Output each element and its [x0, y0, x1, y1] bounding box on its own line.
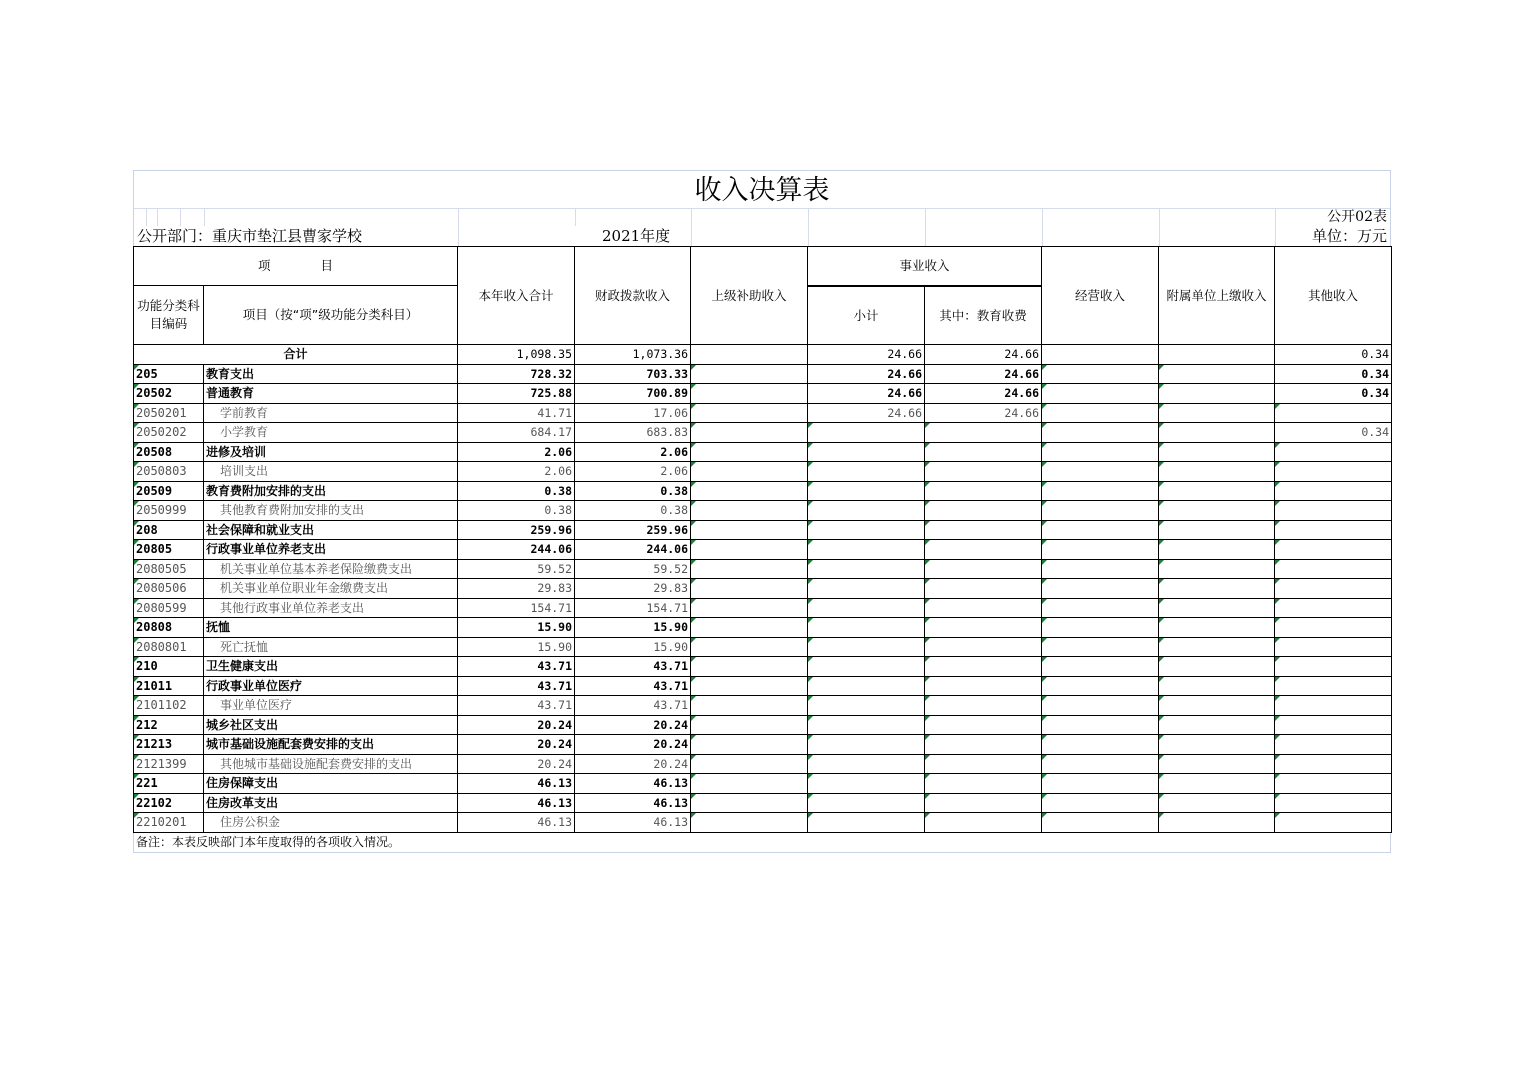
total-cell-superior: [691, 345, 808, 365]
row-cell-affiliated: [1159, 501, 1275, 521]
row-cell-other: [1275, 676, 1392, 696]
row-cell-edu-fee: [925, 540, 1042, 560]
row-cell-edu-fee: [925, 462, 1042, 482]
row-cell-operating: [1042, 715, 1159, 735]
table-row: [134, 598, 1392, 618]
row-cell-operating: [1042, 540, 1159, 560]
row-cell-total: 0.38: [458, 481, 575, 501]
table-row: [134, 618, 1392, 638]
total-cell-edu-fee: 24.66: [925, 345, 1042, 365]
table-row: [134, 637, 1392, 657]
row-cell-affiliated: [1159, 462, 1275, 482]
row-code: 20502: [134, 384, 204, 404]
row-cell-total: 46.13: [458, 793, 575, 813]
row-name: 抚恤: [204, 618, 458, 638]
form-code-row: [133, 208, 1391, 226]
total-cell-fiscal: 1,073.36: [575, 345, 691, 365]
total-row: [134, 345, 1392, 365]
row-code: 210: [134, 657, 204, 677]
table-row: [134, 813, 1392, 833]
row-cell-superior: [691, 462, 808, 482]
row-cell-operating: [1042, 462, 1159, 482]
table-row: [134, 676, 1392, 696]
row-cell-superior: [691, 481, 808, 501]
header-operating: 经营收入: [1042, 247, 1159, 345]
total-cell-total: 1,098.35: [458, 345, 575, 365]
row-cell-affiliated: [1159, 481, 1275, 501]
row-cell-affiliated: [1159, 774, 1275, 794]
row-cell-fiscal: 59.52: [575, 559, 691, 579]
row-cell-edu-fee: [925, 481, 1042, 501]
row-cell-other: [1275, 481, 1392, 501]
row-cell-fiscal: 259.96: [575, 520, 691, 540]
row-cell-fiscal: 15.90: [575, 618, 691, 638]
row-cell-edu-fee: [925, 696, 1042, 716]
row-cell-operating: [1042, 403, 1159, 423]
row-cell-operating: [1042, 637, 1159, 657]
row-cell-subtotal: [808, 793, 925, 813]
row-cell-total: 728.32: [458, 364, 575, 384]
row-cell-total: 15.90: [458, 637, 575, 657]
department-label: 公开部门：重庆市垫江县曹家学校: [137, 227, 363, 245]
row-cell-edu-fee: [925, 754, 1042, 774]
header-superior: 上级补助收入: [691, 247, 808, 345]
row-code: 2080801: [134, 637, 204, 657]
row-cell-total: 43.71: [458, 657, 575, 677]
row-cell-edu-fee: 24.66: [925, 384, 1042, 404]
row-code: 2121399: [134, 754, 204, 774]
row-cell-fiscal: 43.71: [575, 676, 691, 696]
row-cell-superior: [691, 754, 808, 774]
row-name: 教育支出: [204, 364, 458, 384]
row-cell-total: 46.13: [458, 774, 575, 794]
row-code: 2050201: [134, 403, 204, 423]
header-business: 事业收入: [808, 247, 1042, 286]
row-cell-subtotal: [808, 676, 925, 696]
row-name: 社会保障和就业支出: [204, 520, 458, 540]
table-row: [134, 481, 1392, 501]
row-cell-operating: [1042, 676, 1159, 696]
row-cell-other: 0.34: [1275, 423, 1392, 443]
row-cell-fiscal: 20.24: [575, 754, 691, 774]
row-cell-total: 15.90: [458, 618, 575, 638]
row-cell-fiscal: 700.89: [575, 384, 691, 404]
row-cell-superior: [691, 618, 808, 638]
row-cell-superior: [691, 676, 808, 696]
row-cell-edu-fee: [925, 715, 1042, 735]
row-cell-other: [1275, 657, 1392, 677]
row-cell-total: 154.71: [458, 598, 575, 618]
row-cell-operating: [1042, 696, 1159, 716]
row-name: 事业单位医疗: [204, 696, 458, 716]
row-cell-subtotal: [808, 754, 925, 774]
row-cell-total: 244.06: [458, 540, 575, 560]
row-code: 205: [134, 364, 204, 384]
row-cell-subtotal: [808, 481, 925, 501]
row-cell-edu-fee: [925, 774, 1042, 794]
row-cell-fiscal: 20.24: [575, 735, 691, 755]
table-row: [134, 696, 1392, 716]
row-cell-total: 2.06: [458, 462, 575, 482]
row-cell-operating: [1042, 657, 1159, 677]
row-cell-other: 0.34: [1275, 364, 1392, 384]
header-fiscal: 财政拨款收入: [575, 247, 691, 345]
row-code: 212: [134, 715, 204, 735]
row-code: 2101102: [134, 696, 204, 716]
row-cell-operating: [1042, 559, 1159, 579]
header-edu-fee: 其中：教育收费: [925, 287, 1042, 345]
row-code: 2050999: [134, 501, 204, 521]
row-cell-operating: [1042, 735, 1159, 755]
row-cell-superior: [691, 715, 808, 735]
row-name: 死亡抚恤: [204, 637, 458, 657]
row-code: 208: [134, 520, 204, 540]
table-row: [134, 559, 1392, 579]
row-cell-affiliated: [1159, 676, 1275, 696]
row-cell-other: [1275, 598, 1392, 618]
row-cell-operating: [1042, 364, 1159, 384]
row-cell-fiscal: 154.71: [575, 598, 691, 618]
row-cell-subtotal: [808, 657, 925, 677]
row-cell-total: 43.71: [458, 676, 575, 696]
row-cell-total: 2.06: [458, 442, 575, 462]
row-cell-operating: [1042, 774, 1159, 794]
row-cell-affiliated: [1159, 520, 1275, 540]
row-name: 机关事业单位职业年金缴费支出: [204, 579, 458, 599]
row-cell-subtotal: 24.66: [808, 403, 925, 423]
row-cell-subtotal: [808, 637, 925, 657]
row-cell-subtotal: [808, 559, 925, 579]
row-cell-superior: [691, 696, 808, 716]
table-row: [134, 423, 1392, 443]
row-cell-superior: [691, 384, 808, 404]
row-cell-edu-fee: [925, 735, 1042, 755]
row-cell-affiliated: [1159, 579, 1275, 599]
row-cell-fiscal: 15.90: [575, 637, 691, 657]
row-cell-affiliated: [1159, 618, 1275, 638]
row-cell-subtotal: 24.66: [808, 364, 925, 384]
row-name: 住房改革支出: [204, 793, 458, 813]
row-cell-affiliated: [1159, 598, 1275, 618]
row-cell-fiscal: 703.33: [575, 364, 691, 384]
row-code: 21213: [134, 735, 204, 755]
table-row: [134, 442, 1392, 462]
row-cell-superior: [691, 559, 808, 579]
row-cell-fiscal: 683.83: [575, 423, 691, 443]
row-cell-superior: [691, 598, 808, 618]
row-cell-edu-fee: 24.66: [925, 364, 1042, 384]
row-cell-edu-fee: [925, 598, 1042, 618]
row-name: 其他城市基础设施配套费安排的支出: [204, 754, 458, 774]
row-cell-affiliated: [1159, 540, 1275, 560]
row-name: 行政事业单位医疗: [204, 676, 458, 696]
total-label: 合计: [134, 345, 458, 365]
row-cell-edu-fee: [925, 657, 1042, 677]
row-cell-subtotal: [808, 696, 925, 716]
row-cell-fiscal: 20.24: [575, 715, 691, 735]
table-row: [134, 657, 1392, 677]
row-cell-superior: [691, 579, 808, 599]
row-cell-subtotal: 24.66: [808, 384, 925, 404]
row-cell-affiliated: [1159, 364, 1275, 384]
table-row: [134, 462, 1392, 482]
row-cell-other: [1275, 540, 1392, 560]
row-name: 城市基础设施配套费安排的支出: [204, 735, 458, 755]
table-note: 备注：本表反映部门本年度取得的各项收入情况。: [133, 833, 1391, 853]
row-code: 20509: [134, 481, 204, 501]
income-statement-sheet: [133, 170, 1391, 853]
row-cell-other: [1275, 813, 1392, 833]
row-cell-other: [1275, 715, 1392, 735]
row-cell-superior: [691, 735, 808, 755]
header-total: 本年收入合计: [458, 247, 575, 345]
table-row: [134, 403, 1392, 423]
total-cell-other: 0.34: [1275, 345, 1392, 365]
row-cell-other: [1275, 501, 1392, 521]
row-cell-affiliated: [1159, 715, 1275, 735]
row-cell-affiliated: [1159, 735, 1275, 755]
row-cell-fiscal: 46.13: [575, 774, 691, 794]
row-cell-operating: [1042, 384, 1159, 404]
table-row: [134, 754, 1392, 774]
unit-label: 单位：万元: [1311, 227, 1387, 245]
row-cell-total: 259.96: [458, 520, 575, 540]
table-row: [134, 501, 1392, 521]
row-cell-superior: [691, 774, 808, 794]
row-cell-superior: [691, 403, 808, 423]
row-code: 2050803: [134, 462, 204, 482]
row-cell-subtotal: [808, 735, 925, 755]
row-cell-operating: [1042, 754, 1159, 774]
table-row: [134, 715, 1392, 735]
row-cell-superior: [691, 540, 808, 560]
row-cell-affiliated: [1159, 442, 1275, 462]
row-cell-total: 41.71: [458, 403, 575, 423]
row-cell-superior: [691, 520, 808, 540]
row-cell-superior: [691, 637, 808, 657]
row-cell-superior: [691, 423, 808, 443]
form-code: 公开02表: [1327, 209, 1387, 225]
row-cell-edu-fee: [925, 676, 1042, 696]
row-cell-fiscal: 29.83: [575, 579, 691, 599]
row-name: 其他行政事业单位养老支出: [204, 598, 458, 618]
row-cell-other: [1275, 618, 1392, 638]
row-cell-subtotal: [808, 423, 925, 443]
row-cell-edu-fee: [925, 423, 1042, 443]
row-cell-other: [1275, 793, 1392, 813]
row-cell-edu-fee: [925, 637, 1042, 657]
row-name: 教育费附加安排的支出: [204, 481, 458, 501]
row-cell-operating: [1042, 501, 1159, 521]
row-cell-edu-fee: [925, 442, 1042, 462]
row-cell-operating: [1042, 813, 1159, 833]
row-cell-total: 29.83: [458, 579, 575, 599]
row-name: 学前教育: [204, 403, 458, 423]
row-cell-edu-fee: [925, 813, 1042, 833]
table-row: [134, 384, 1392, 404]
row-cell-other: [1275, 403, 1392, 423]
row-code: 2210201: [134, 813, 204, 833]
row-cell-other: [1275, 735, 1392, 755]
row-cell-affiliated: [1159, 657, 1275, 677]
sheet-title: 收入决算表: [133, 170, 1391, 208]
table-row: [134, 774, 1392, 794]
row-cell-fiscal: 43.71: [575, 657, 691, 677]
total-cell-affiliated: [1159, 345, 1275, 365]
year-label: 2021年度: [602, 227, 671, 245]
row-cell-other: [1275, 559, 1392, 579]
row-cell-edu-fee: [925, 793, 1042, 813]
table-row: [134, 793, 1392, 813]
row-cell-subtotal: [808, 774, 925, 794]
header-code: 功能分类科目编码: [134, 286, 204, 345]
row-cell-affiliated: [1159, 559, 1275, 579]
row-cell-edu-fee: [925, 579, 1042, 599]
row-cell-fiscal: 46.13: [575, 813, 691, 833]
row-cell-edu-fee: [925, 618, 1042, 638]
row-cell-total: 46.13: [458, 813, 575, 833]
header-affiliated: 附属单位上缴收入: [1159, 247, 1275, 345]
table-row: [134, 540, 1392, 560]
row-cell-edu-fee: [925, 520, 1042, 540]
row-cell-operating: [1042, 442, 1159, 462]
table-row: [134, 520, 1392, 540]
header-other: 其他收入: [1275, 247, 1392, 345]
row-code: 2080506: [134, 579, 204, 599]
row-cell-total: 43.71: [458, 696, 575, 716]
row-cell-edu-fee: [925, 501, 1042, 521]
row-cell-other: [1275, 579, 1392, 599]
row-cell-affiliated: [1159, 813, 1275, 833]
row-cell-affiliated: [1159, 384, 1275, 404]
row-cell-total: 0.38: [458, 501, 575, 521]
row-cell-operating: [1042, 520, 1159, 540]
row-name: 行政事业单位养老支出: [204, 540, 458, 560]
row-cell-fiscal: 2.06: [575, 442, 691, 462]
row-cell-superior: [691, 501, 808, 521]
row-code: 21011: [134, 676, 204, 696]
row-cell-subtotal: [808, 442, 925, 462]
row-cell-other: 0.34: [1275, 384, 1392, 404]
row-code: 2080599: [134, 598, 204, 618]
row-name: 其他教育费附加安排的支出: [204, 501, 458, 521]
row-name: 住房公积金: [204, 813, 458, 833]
row-code: 221: [134, 774, 204, 794]
row-cell-fiscal: 0.38: [575, 481, 691, 501]
row-cell-operating: [1042, 618, 1159, 638]
row-cell-superior: [691, 793, 808, 813]
row-name: 进修及培训: [204, 442, 458, 462]
row-name: 卫生健康支出: [204, 657, 458, 677]
row-cell-total: 20.24: [458, 754, 575, 774]
total-cell-operating: [1042, 345, 1159, 365]
row-cell-superior: [691, 442, 808, 462]
row-cell-total: 59.52: [458, 559, 575, 579]
row-code: 2050202: [134, 423, 204, 443]
row-cell-other: [1275, 774, 1392, 794]
row-cell-subtotal: [808, 501, 925, 521]
row-cell-subtotal: [808, 520, 925, 540]
row-code: 20808: [134, 618, 204, 638]
header-subtotal: 小计: [808, 287, 925, 345]
row-cell-subtotal: [808, 598, 925, 618]
row-cell-total: 725.88: [458, 384, 575, 404]
row-name: 住房保障支出: [204, 774, 458, 794]
row-cell-affiliated: [1159, 696, 1275, 716]
row-cell-total: 20.24: [458, 735, 575, 755]
row-cell-operating: [1042, 598, 1159, 618]
row-cell-subtotal: [808, 540, 925, 560]
row-name: 城乡社区支出: [204, 715, 458, 735]
table-row: [134, 364, 1392, 384]
row-cell-other: [1275, 520, 1392, 540]
row-cell-superior: [691, 657, 808, 677]
row-name: 普通教育: [204, 384, 458, 404]
row-cell-superior: [691, 813, 808, 833]
row-cell-affiliated: [1159, 754, 1275, 774]
row-cell-fiscal: 17.06: [575, 403, 691, 423]
row-cell-operating: [1042, 579, 1159, 599]
table-row: [134, 735, 1392, 755]
row-cell-operating: [1042, 793, 1159, 813]
total-cell-subtotal: 24.66: [808, 345, 925, 365]
row-cell-other: [1275, 462, 1392, 482]
row-cell-operating: [1042, 423, 1159, 443]
header-item: 项 目: [134, 247, 458, 286]
row-cell-affiliated: [1159, 793, 1275, 813]
row-code: 20508: [134, 442, 204, 462]
row-code: 20805: [134, 540, 204, 560]
row-name: 培训支出: [204, 462, 458, 482]
row-cell-fiscal: 0.38: [575, 501, 691, 521]
row-cell-other: [1275, 637, 1392, 657]
row-cell-subtotal: [808, 618, 925, 638]
table-row: [134, 579, 1392, 599]
row-cell-fiscal: 2.06: [575, 462, 691, 482]
income-table: [133, 246, 1392, 833]
row-cell-other: [1275, 696, 1392, 716]
row-cell-fiscal: 43.71: [575, 696, 691, 716]
row-cell-total: 20.24: [458, 715, 575, 735]
row-cell-fiscal: 46.13: [575, 793, 691, 813]
row-cell-other: [1275, 754, 1392, 774]
row-name: 机关事业单位基本养老保险缴费支出: [204, 559, 458, 579]
row-cell-subtotal: [808, 462, 925, 482]
row-code: 2080505: [134, 559, 204, 579]
row-cell-superior: [691, 364, 808, 384]
row-cell-edu-fee: [925, 559, 1042, 579]
row-cell-affiliated: [1159, 403, 1275, 423]
meta-row: [133, 226, 1391, 246]
row-cell-fiscal: 244.06: [575, 540, 691, 560]
row-cell-affiliated: [1159, 637, 1275, 657]
row-cell-total: 684.17: [458, 423, 575, 443]
row-code: 22102: [134, 793, 204, 813]
row-cell-subtotal: [808, 813, 925, 833]
row-cell-subtotal: [808, 715, 925, 735]
row-cell-edu-fee: 24.66: [925, 403, 1042, 423]
row-cell-operating: [1042, 481, 1159, 501]
row-name: 小学教育: [204, 423, 458, 443]
row-cell-other: [1275, 442, 1392, 462]
header-name: 项目（按“项”级功能分类科目）: [204, 286, 458, 345]
row-cell-affiliated: [1159, 423, 1275, 443]
row-cell-subtotal: [808, 579, 925, 599]
